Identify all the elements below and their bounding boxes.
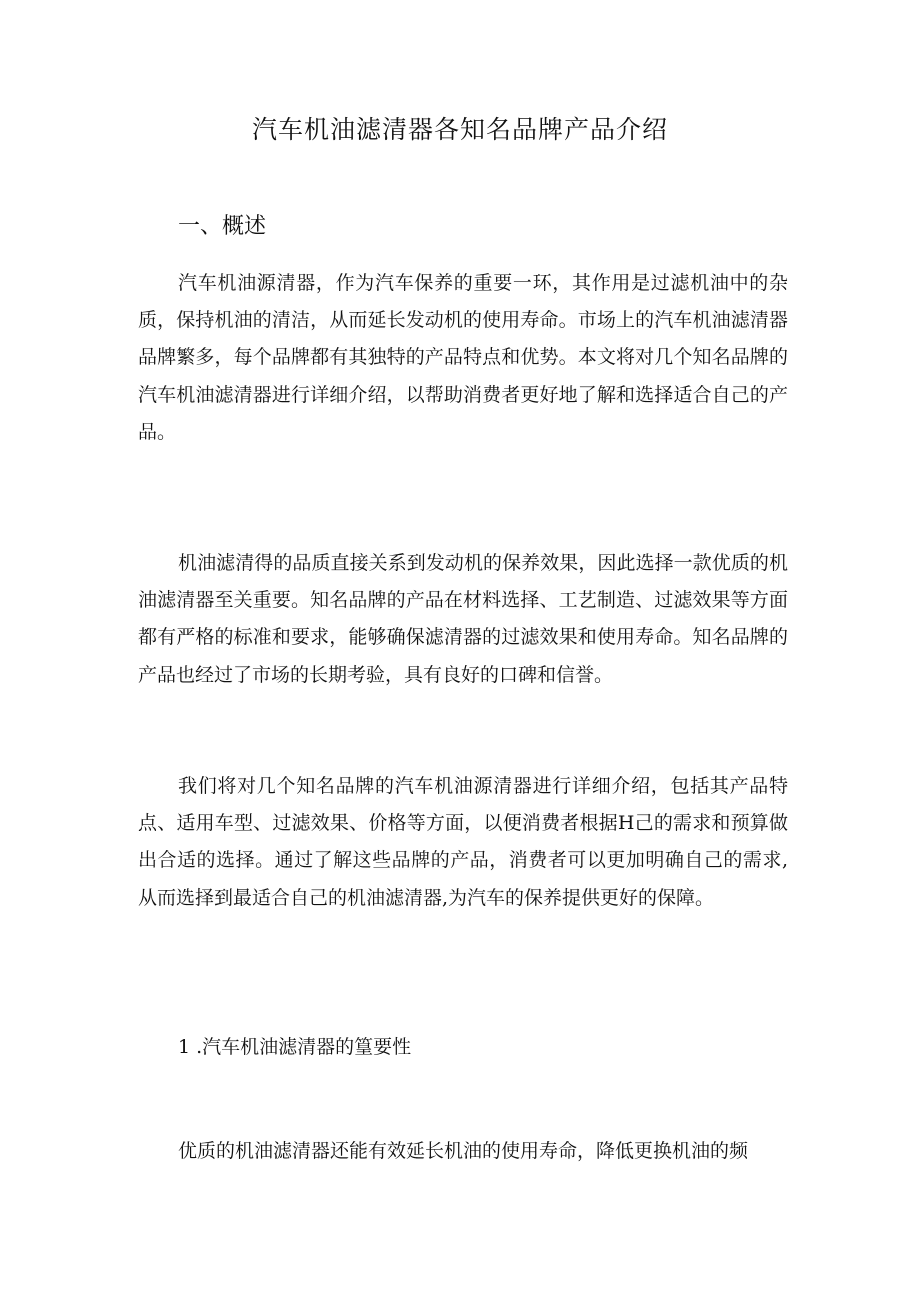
paragraph-brands: 我们将对几个知名品牌的汽车机油源清器进行详细介绍，包括其产品特点、适用车型、过滤效果、价格等方面，以便消费者根据H己的需求和预算做出合适的选择。通过了解这些品牌的产品，消费者可以更加明确自己的需求,从而选择到最适合自己的机油滤清器,为汽车的保养提供更好的保障。 xyxy=(138,775,788,909)
document-title: 汽车机油滤清器各知名品牌产品介绍 xyxy=(251,115,668,144)
paragraph-importance: 优质的机油滤清器还能有效延长机油的使用寿命，降低更换机油的频 xyxy=(178,1140,749,1162)
paragraph-quality: 机油滤清得的品质直接关系到发动机的保养效果，因此选择一款优质的机油滤清器至关重要。知名品牌的产品在材料选择、工艺制造、过滤效果等方面都有严格的标准和要求，能够确保滤清器的过滤效果和使用寿命。知名品牌的产品也经过了市场的长期考验，具有良好的口碑和信誉。 xyxy=(138,552,788,686)
subsection-heading-importance: 1 .汽车机油滤清器的篁要性 xyxy=(178,1036,412,1058)
paragraph-intro: 汽车机油源清器，作为汽车保养的重要一环，其作用是过滤机油中的杂质，保持机油的清洁，从而延长发动机的使用寿命。市场上的汽车机油滤清器品牌繁多，每个品牌都有其独特的产品特点和优势。本文将对几个知名品牌的汽车机油滤清器进行详细介绍，以帮助消费者更好地了解和选择适合自己的产品。 xyxy=(138,272,788,443)
section-heading-overview: 一、概述 xyxy=(178,214,267,239)
